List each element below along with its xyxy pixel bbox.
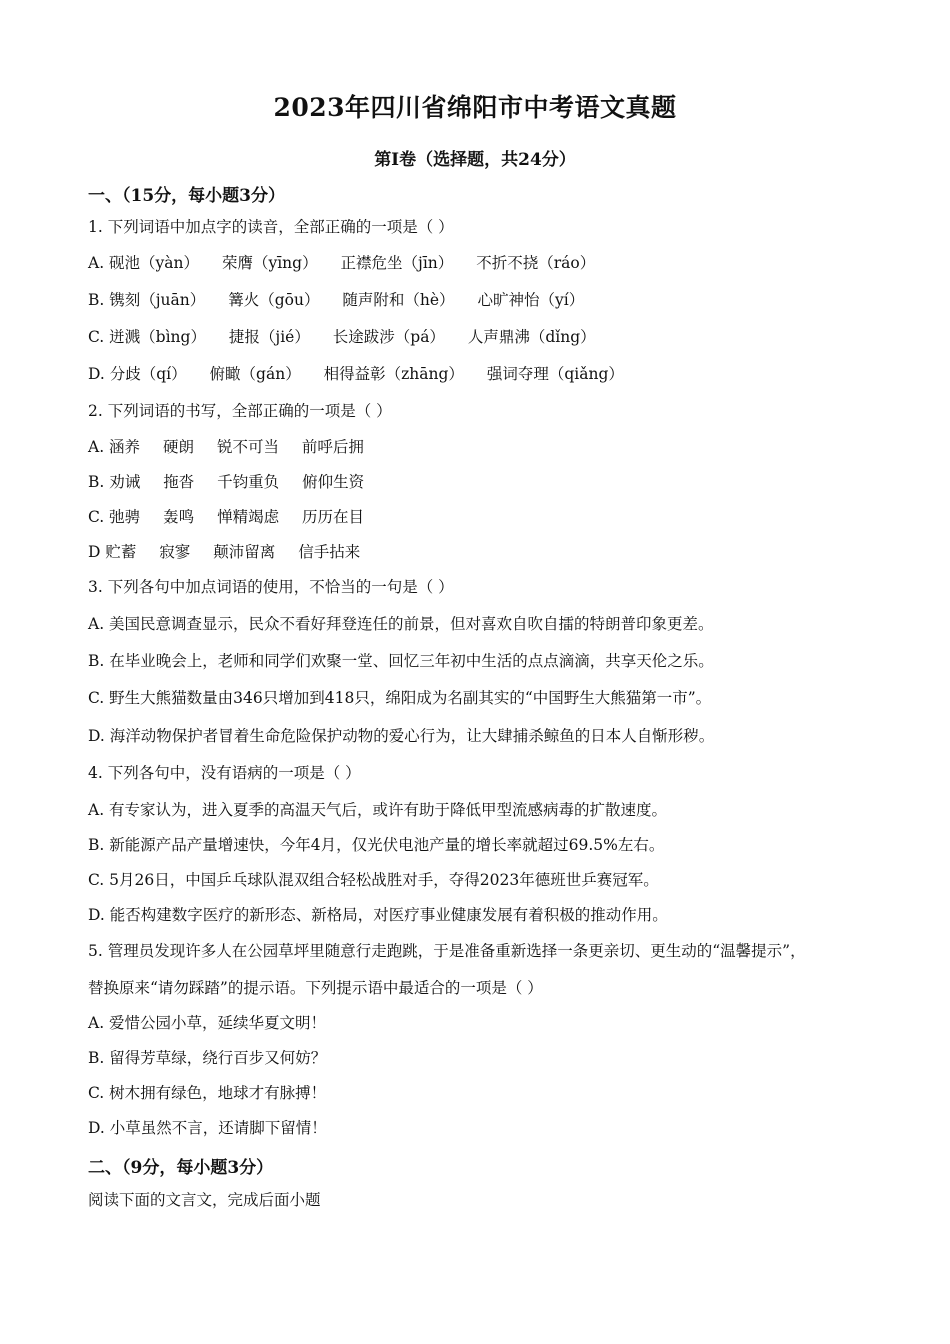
q2-a-item: A. 涵养 — [88, 438, 141, 456]
q2-b-item: 拖沓 — [163, 473, 195, 491]
q1-c-item: 长途跋涉（pá） — [332, 328, 445, 346]
q1-b-item: 随声附和（hè） — [342, 291, 455, 309]
q1-d-item: 俯瞰（gán） — [209, 365, 301, 383]
q5-option-a: A. 爱惜公园小草，延续华夏文明！ — [88, 1014, 327, 1032]
q2-d-item: 信手拈来 — [298, 543, 361, 561]
q2-b-item: 俯仰生资 — [302, 473, 365, 491]
paper-part-title: 第Ⅰ卷（选择题，共24分） — [374, 150, 576, 170]
q4-option-c: C. 5月26日，中国乒乓球队混双组合轻松战胜对手，夺得2023年德班世乒赛冠军。 — [88, 871, 659, 889]
q2-a-item: 锐不可当 — [216, 438, 279, 456]
q2-d-item: 颠沛留离 — [213, 543, 276, 561]
q1-b-item: 篝火（gōu） — [228, 291, 320, 309]
q5-option-c: C. 树木拥有绿色，地球才有脉搏！ — [88, 1084, 327, 1102]
section-one-heading: 一、（15分，每小题3分） — [88, 186, 285, 206]
q2-d-item: D 贮蓄 — [88, 543, 137, 561]
reading-instruction: 阅读下面的文言文，完成后面小题 — [88, 1191, 321, 1209]
q3-option-d: D. 海洋动物保护者冒着生命危险保护动物的爱心行为，让大肆捕杀鲸鱼的日本人自惭形秽。 — [88, 727, 715, 745]
q1-d-item: 相得益彰（zhāng） — [323, 365, 464, 383]
q3-option-c: C. 野生大熊猫数量由346只增加到418只，绵阳成为名副其实的“中国野生大熊猫第一市”。 — [88, 689, 712, 707]
q3-option-b: B. 在毕业晚会上，老师和同学们欢聚一堂、回忆三年初中生活的点点滴滴，共享天伦之乐。 — [88, 652, 714, 670]
q5-stem-line1: 5. 管理员发现许多人在公园草坪里随意行走跑跳，于是准备重新选择一条更亲切、更生动的“温馨提示”， — [88, 942, 806, 960]
q2-option-a — [88, 436, 888, 458]
exam-title: 2023年四川省绵阳市中考语文真题 — [273, 93, 677, 122]
q1-option-d — [88, 363, 888, 385]
q1-option-a — [88, 252, 888, 274]
q4-stem: 4. 下列各句中，没有语病的一项是（ ） — [88, 764, 361, 782]
q1-d-item: 强词夺理（qiǎng） — [486, 365, 624, 383]
q5-option-d: D. 小草虽然不言，还请脚下留情！ — [88, 1119, 327, 1137]
q1-d-item: D. 分歧（qí） — [88, 365, 187, 383]
q3-option-a: A. 美国民意调查显示，民众不看好拜登连任的前景，但对喜欢自吹自擂的特朗普印象更差。 — [88, 615, 714, 633]
q1-a-item: 正襟危坐（jīn） — [340, 254, 454, 272]
q5-stem-line2: 替换原来“请勿踩踏”的提示语。下列提示语中最适合的一项是（ ） — [88, 979, 543, 997]
q2-c-item: 惮精竭虑 — [217, 508, 280, 526]
q4-option-d: D. 能否构建数字医疗的新形态、新格局，对医疗事业健康发展有着积极的推动作用。 — [88, 906, 668, 924]
q1-c-item: C. 迸溅（bìng） — [88, 328, 206, 346]
q4-option-a: A. 有专家认为，进入夏季的高温天气后，或许有助于降低甲型流感病毒的扩散速度。 — [88, 801, 668, 819]
q2-b-item: 千钧重负 — [217, 473, 280, 491]
q1-stem: 1. 下列词语中加点字的读音，全部正确的一项是（ ） — [88, 218, 454, 236]
q2-c-item: 历历在目 — [302, 508, 365, 526]
q1-a-item: A. 砚池（yàn） — [88, 254, 200, 272]
q1-option-b — [88, 289, 888, 311]
q2-b-item: B. 劝诫 — [88, 473, 141, 491]
q1-a-item: 荣膺（yīng） — [221, 254, 318, 272]
q1-c-item: 捷报（jié） — [228, 328, 310, 346]
q1-option-c — [88, 326, 888, 348]
q2-option-b — [88, 471, 888, 493]
q4-option-b: B. 新能源产品产量增速快，今年4月，仅光伏电池产量的增长率就超过69.5%左右。 — [88, 836, 665, 854]
q5-option-b: B. 留得芳草绿，绕行百步又何妨？ — [88, 1049, 327, 1067]
q1-b-item: B. 镌刻（juān） — [88, 291, 206, 309]
q2-a-item: 前呼后拥 — [301, 438, 364, 456]
section-two-heading: 二、（9分，每小题3分） — [88, 1158, 274, 1178]
q2-d-item: 寂寥 — [159, 543, 191, 561]
q2-c-item: C. 弛骋 — [88, 508, 141, 526]
q2-stem: 2. 下列词语的书写，全部正确的一项是（ ） — [88, 402, 392, 420]
q2-option-d — [88, 541, 888, 563]
q2-option-c — [88, 506, 888, 528]
q1-b-item: 心旷神怡（yí） — [477, 291, 585, 309]
q1-c-item: 人声鼎沸（dǐng） — [467, 328, 596, 346]
q2-c-item: 轰鸣 — [163, 508, 195, 526]
q2-a-item: 硬朗 — [163, 438, 195, 456]
q3-stem: 3. 下列各句中加点词语的使用，不恰当的一句是（ ） — [88, 578, 454, 596]
q1-a-item: 不折不挠（ráo） — [476, 254, 596, 272]
